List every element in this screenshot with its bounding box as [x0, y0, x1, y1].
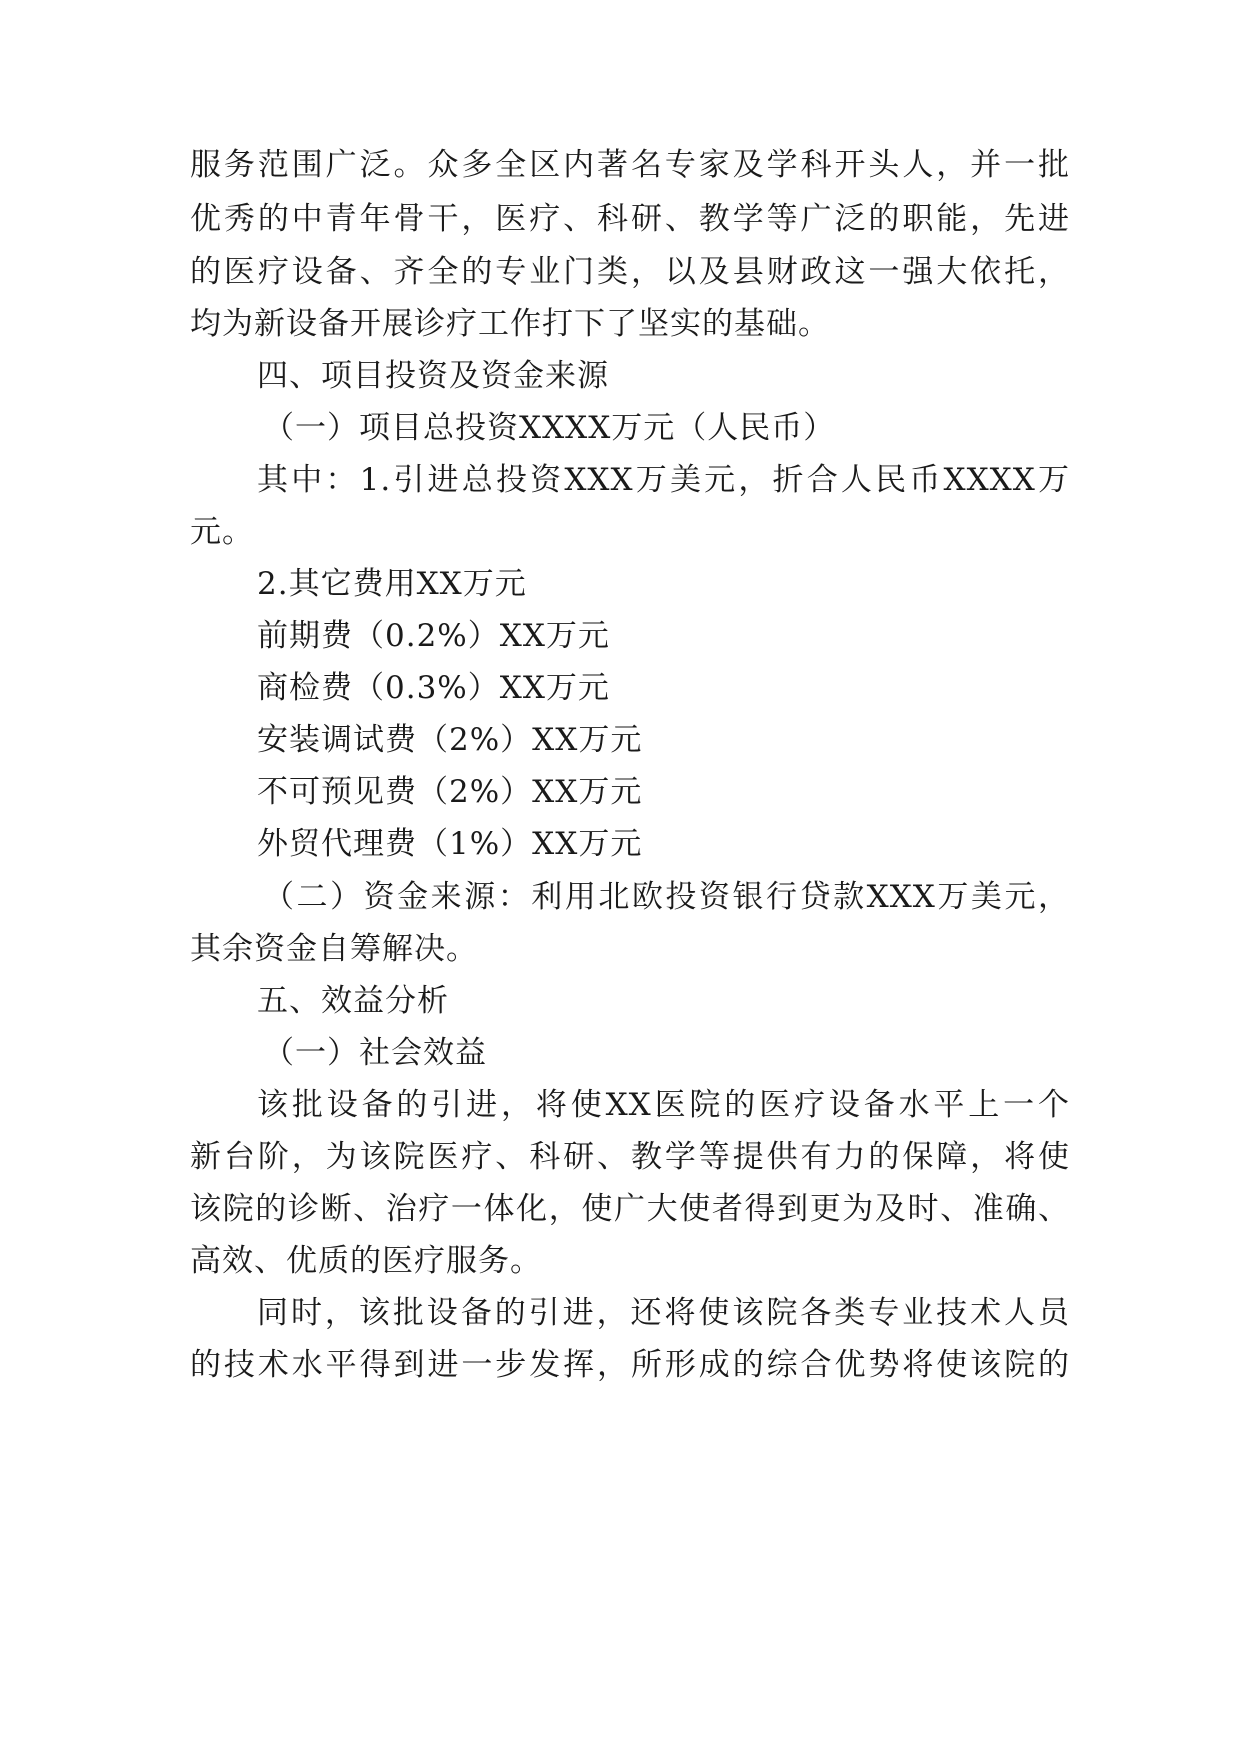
list-item-installation-fee: 安装调试费（2%）XX万元: [257, 722, 643, 758]
body-line-social-1: 该批设备的引进，将使XX医院的医疗设备水平上一个: [257, 1087, 1070, 1123]
subsection-heading-funding-source: （二）资金来源：利用北欧投资银行贷款XXX万美元，: [263, 879, 1070, 915]
body-line-social-4: 高效、优质的医疗服务。: [190, 1243, 542, 1279]
list-item-preliminary-fee: 前期费（0.2%）XX万元: [257, 618, 610, 654]
list-item-agency-fee: 外贸代理费（1%）XX万元: [257, 826, 643, 862]
body-line-3: 的医疗设备、齐全的专业门类，以及县财政这一强大依托，: [190, 254, 1070, 290]
section-heading-investment: 四、项目投资及资金来源: [257, 358, 609, 394]
body-line-social-5: 同时，该批设备的引进，还将使该院各类专业技术人员: [257, 1295, 1070, 1331]
body-line-2: 优秀的中青年骨干，医疗、科研、教学等广泛的职能，先进: [190, 201, 1070, 237]
body-line-import-investment-cont: 元。: [190, 514, 254, 550]
section-heading-benefit-analysis: 五、效益分析: [257, 983, 449, 1019]
list-item-contingency-fee: 不可预见费（2%）XX万元: [257, 774, 643, 810]
body-line-social-6: 的技术水平得到进一步发挥，所形成的综合优势将使该院的: [190, 1347, 1070, 1383]
body-line-social-3: 该院的诊断、治疗一体化，使广大使者得到更为及时、准确、: [190, 1191, 1070, 1227]
body-line-funding-source-cont: 其余资金自筹解决。: [190, 931, 478, 967]
list-item-other-fees: 2.其它费用XX万元: [257, 566, 527, 602]
subsection-heading-total-investment: （一）项目总投资XXXX万元（人民币）: [263, 410, 836, 446]
body-line-1: 服务范围广泛。众多全区内著名专家及学科开头人，并一批: [190, 147, 1070, 183]
body-line-social-2: 新台阶，为该院医疗、科研、教学等提供有力的保障，将使: [190, 1139, 1070, 1175]
subsection-heading-social-benefit: （一）社会效益: [263, 1035, 487, 1071]
body-line-4: 均为新设备开展诊疗工作打下了坚实的基础。: [190, 306, 830, 342]
list-item-inspection-fee: 商检费（0.3%）XX万元: [257, 670, 610, 706]
body-line-import-investment: 其中：1.引进总投资XXX万美元，折合人民币XXXX万: [257, 462, 1070, 498]
